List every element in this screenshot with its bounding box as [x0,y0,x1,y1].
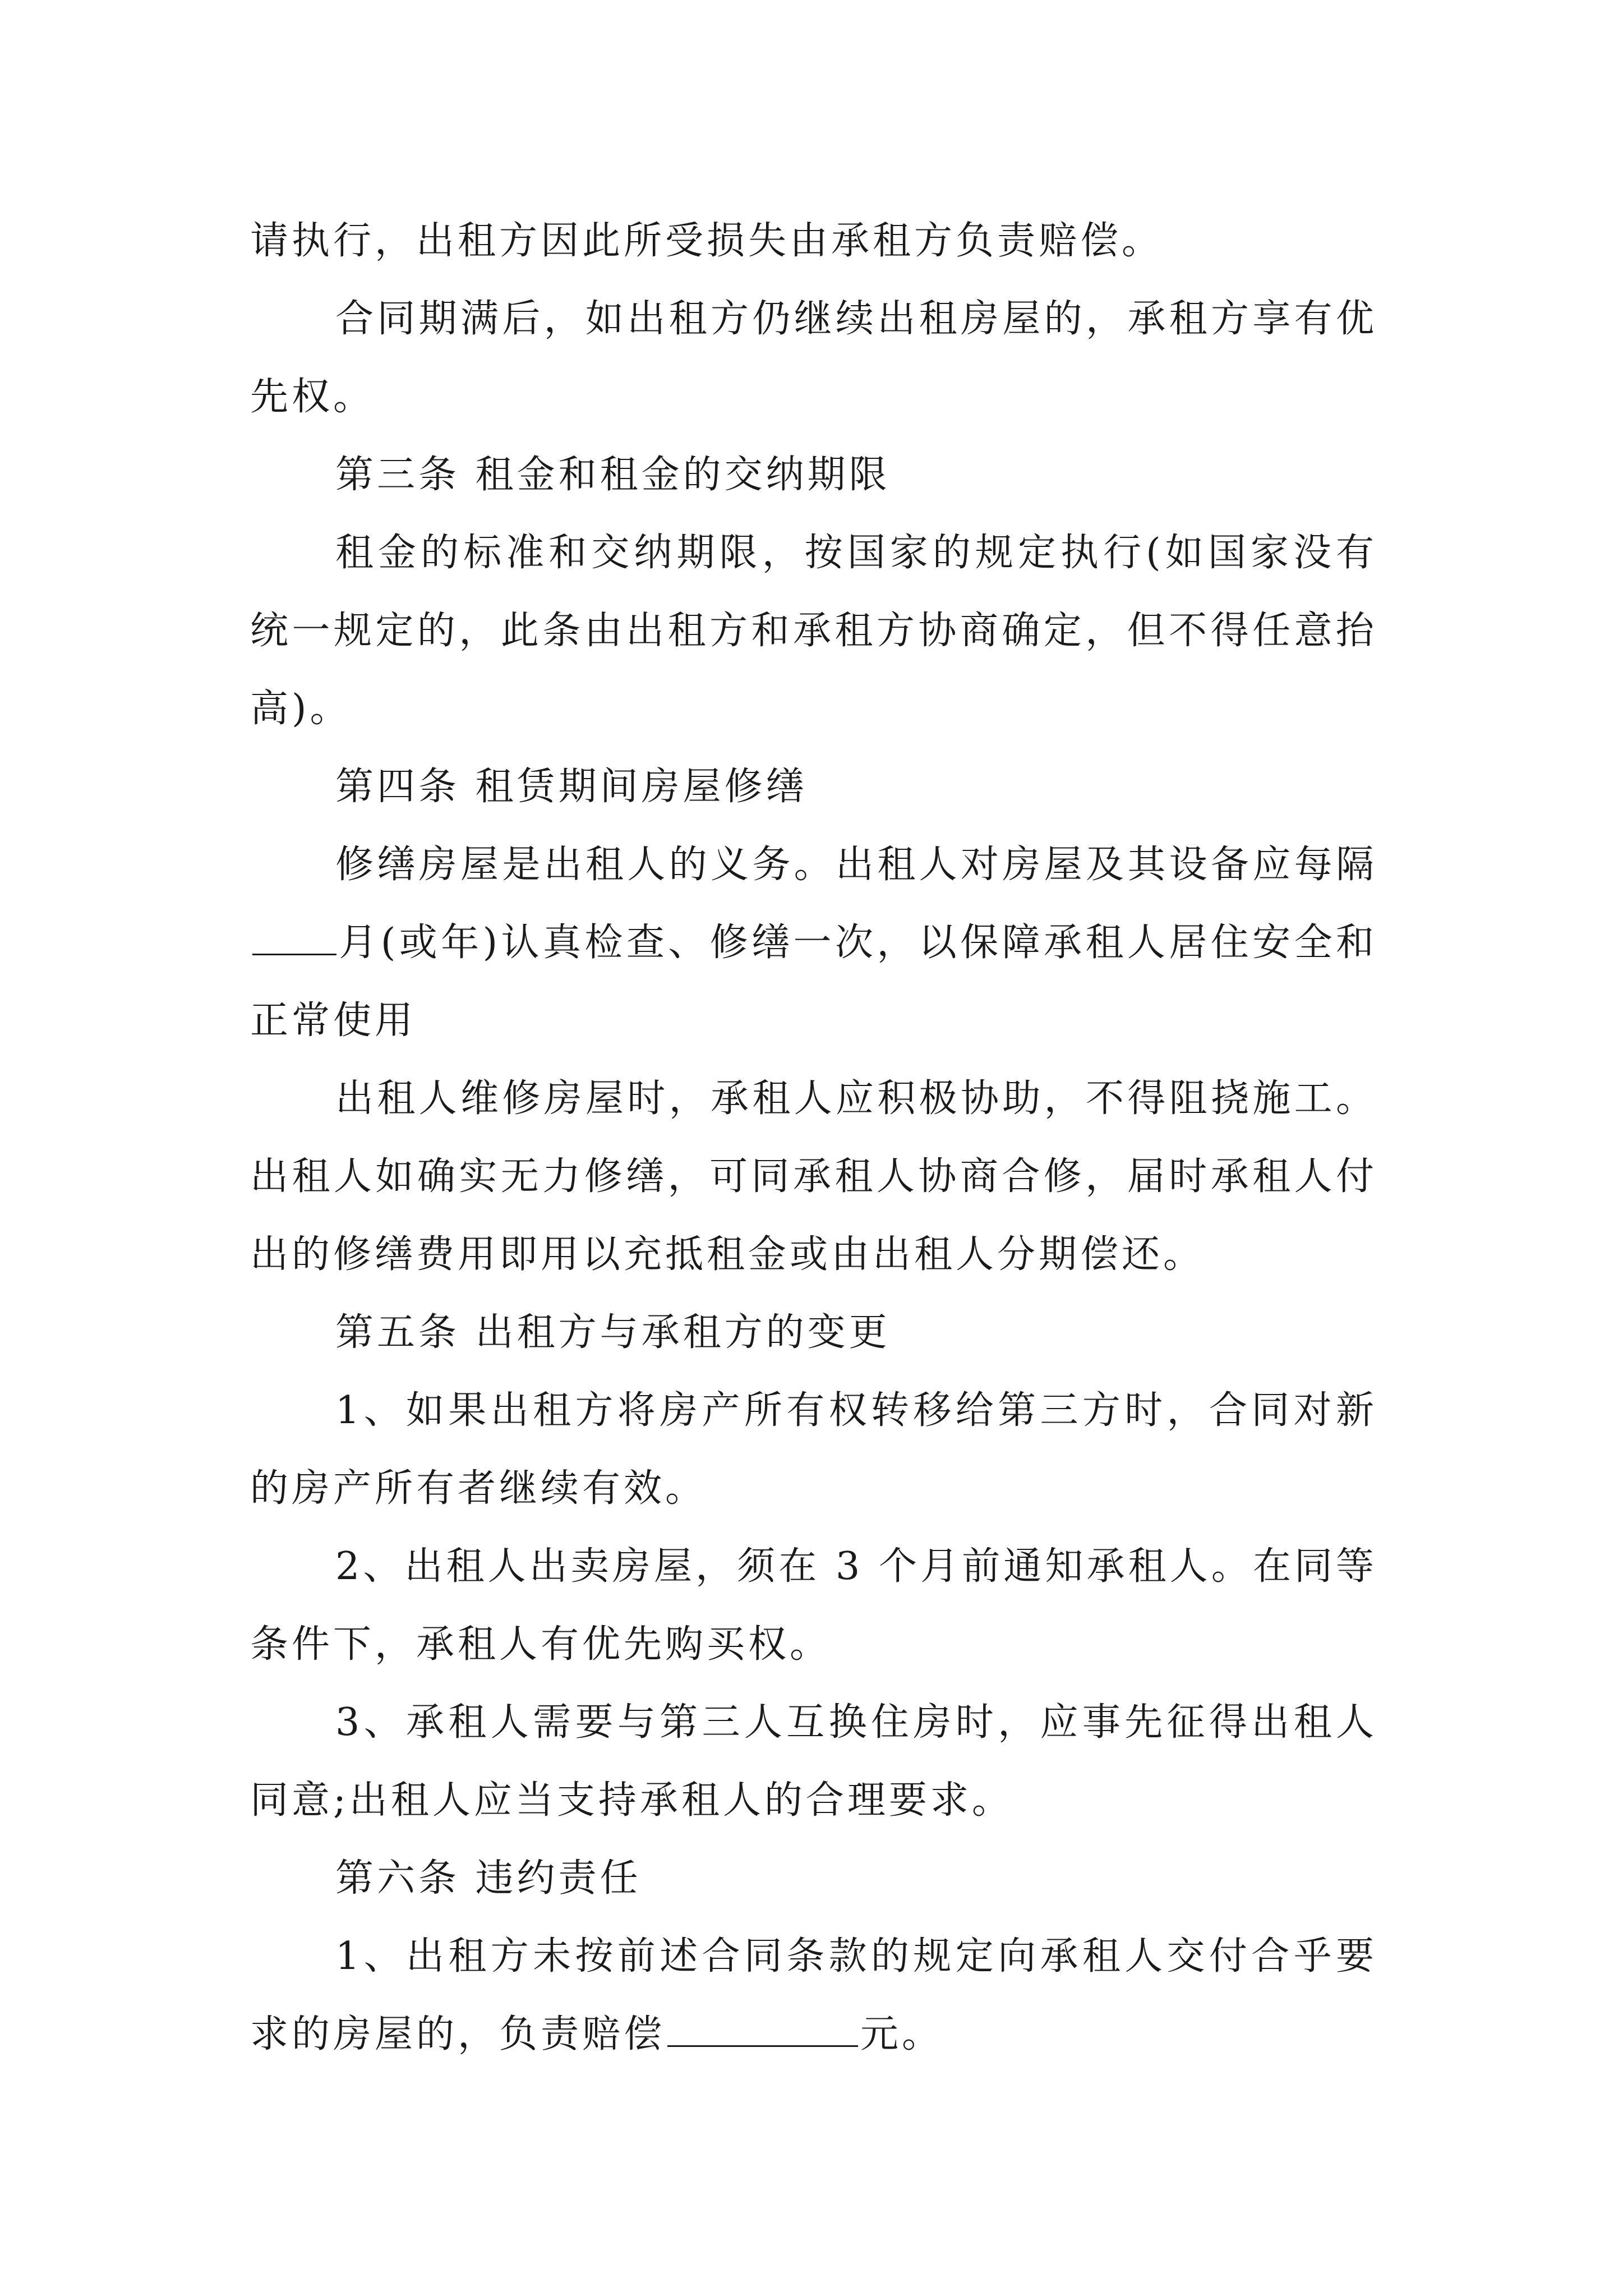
article-heading-3: 第三条 租金和租金的交纳期限 [335,453,891,497]
document-body [250,202,1377,2073]
paragraph-priority-right: 合同期满后，如出租方仍继续出租房屋的，承租方享有优先权。 [250,297,1377,419]
repair-duty-text-before: 修缮房屋是出租人的义务。出租人对房屋及其设备应每隔 [335,843,1377,887]
paragraph-sale-notice: 2、出租人出卖房屋，须在 3 个月前通知承租人。在同等条件下，承租人有优先购买权。 [250,1544,1377,1667]
article-heading-4: 第四条 租赁期间房屋修缮 [335,765,808,809]
compensation-amount-blank [667,2014,858,2047]
compensation-text-after: 元。 [860,2012,944,2056]
paragraph-repair-duty [250,826,1377,1060]
article-heading-6: 第六条 违约责任 [335,1856,642,1901]
article-heading-5: 第五条 出租方与承租方的变更 [335,1310,891,1355]
paragraph-compensation [250,1917,1377,2073]
paragraph-rent-standard: 租金的标准和交纳期限，按国家的规定执行(如国家没有统一规定的，此条由出租方和承租方协商确定，但不得任意抬高)。 [250,531,1377,731]
paragraph-repair-cooperation: 出租人维修房屋时，承租人应积极协助，不得阻挠施工。出租人如确实无力修缮，可同承租人协商合修，届时承租人付出的修缮费用即用以充抵租金或由出租人分期偿还。 [250,1076,1377,1277]
paragraph-continuation: 请执行，出租方因此所受损失由承租方负责赔偿。 [250,219,1164,263]
paragraph-ownership-transfer: 1、如果出租方将房产所有权转移给第三方时，合同对新的房产所有者继续有效。 [250,1388,1377,1511]
compensation-text-before: 1、出租方未按前述合同条款的规定向承租人交付合乎要求的房屋的，负责赔偿 [250,1934,1377,2056]
paragraph-housing-exchange: 3、承租人需要与第三人互换住房时，应事先征得出租人同意;出租人应当支持承租人的合理要求。 [250,1700,1377,1823]
repair-interval-blank [252,922,336,955]
repair-duty-text-after: 月(或年)认真检查、修缮一次，以保障承租人居住安全和正常使用 [250,921,1377,1043]
